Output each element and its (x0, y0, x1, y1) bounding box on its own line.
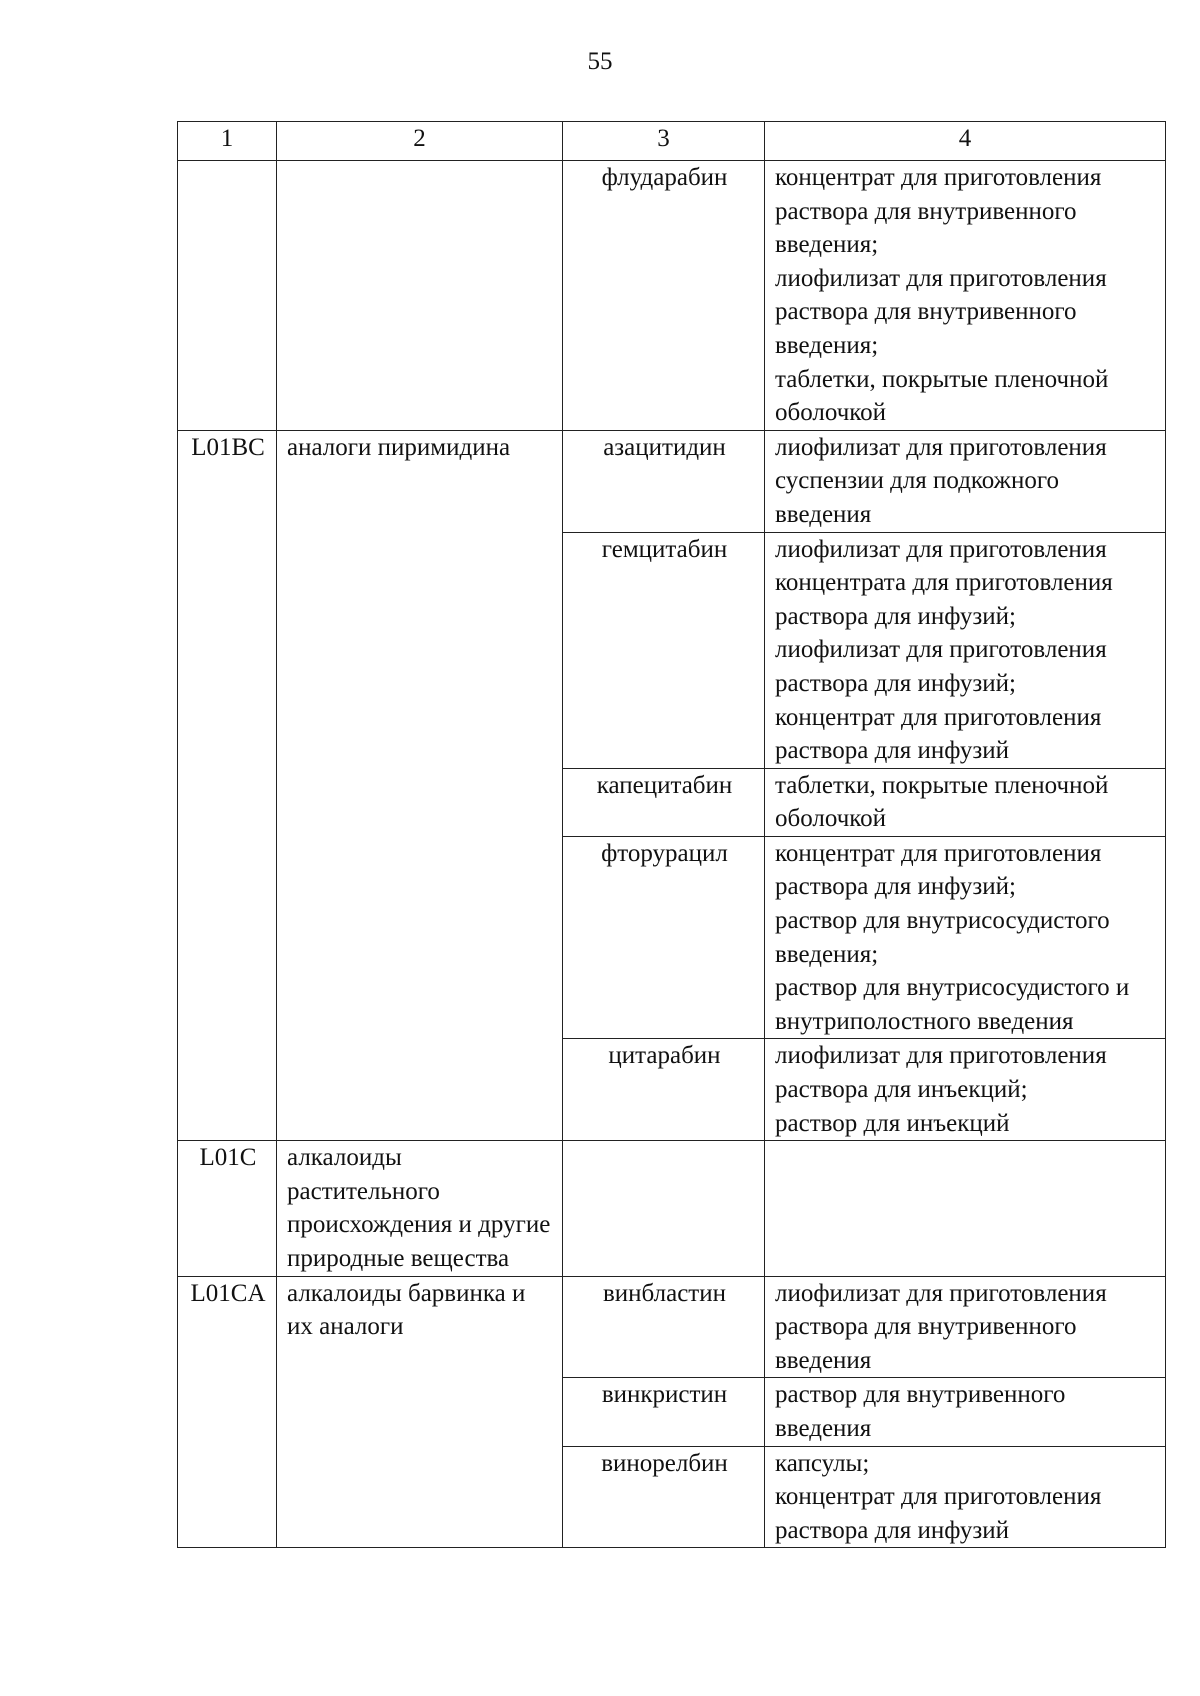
dosage-forms-cell (765, 1039, 1166, 1141)
group-name-cell: алкалоиды растительного происхождения и другие природные вещества (277, 1141, 563, 1276)
drug-name-cell: цитарабин (563, 1039, 765, 1141)
dosage-forms-cell (765, 1378, 1166, 1446)
drug-name-cell: капецитабин (563, 768, 765, 836)
page-number: 55 (587, 48, 613, 75)
dosage-form-line: капсулы; (775, 1449, 870, 1477)
column-header-4: 4 (765, 122, 1166, 161)
dosage-form-line: концентрат для приготовления раствора для инфузий; (775, 839, 1102, 901)
dosage-forms-cell (765, 836, 1166, 1039)
dosage-form-line: лиофилизат для приготовления концентрата для приготовления раствора для инфузий; (775, 535, 1113, 630)
drug-name-cell: азацитидин (563, 430, 765, 532)
atc-code-cell: L01CA (178, 1276, 277, 1548)
column-header-1: 1 (178, 122, 277, 161)
column-header-3: 3 (563, 122, 765, 161)
dosage-form-line: раствор для внутрисосудистого введения; (775, 907, 1110, 968)
dosage-forms-cell (765, 768, 1166, 836)
dosage-form-line: таблетки, покрытые пленочной оболочкой (775, 365, 1109, 427)
table-row (178, 1276, 1166, 1378)
dosage-forms-cell (765, 1276, 1166, 1378)
dosage-form-line: концентрат для приготовления раствора для внутривенного введения; (775, 164, 1102, 259)
dosage-form-line: раствор для внутрисосудистого и внутриполостного введения (775, 974, 1130, 1035)
dosage-form-line: таблетки, покрытые пленочной оболочкой (775, 771, 1109, 833)
drug-name-cell (563, 1141, 765, 1276)
dosage-forms-cell (765, 430, 1166, 532)
group-name-cell: алкалоиды барвинка и их аналоги (277, 1276, 563, 1548)
dosage-form-line: концентрат для приготовления раствора для инфузий (775, 703, 1102, 765)
atc-code-cell: L01C (178, 1141, 277, 1276)
dosage-forms-cell (765, 1141, 1166, 1276)
drug-table (177, 121, 1166, 1548)
drug-name-cell: гемцитабин (563, 532, 765, 768)
dosage-forms-cell (765, 161, 1166, 431)
table-header-row (178, 122, 1166, 161)
dosage-form-line: концентрат для приготовления раствора для инфузий (775, 1483, 1102, 1544)
column-header-2: 2 (277, 122, 563, 161)
dosage-form-line: лиофилизат для приготовления раствора для инфузий; (775, 636, 1107, 697)
dosage-forms-cell (765, 1446, 1166, 1548)
group-name-cell (277, 161, 563, 431)
dosage-form-line: лиофилизат для приготовления суспензии для подкожного введения (775, 433, 1107, 528)
dosage-form-line: лиофилизат для приготовления раствора для инъекций; (775, 1042, 1107, 1104)
drug-name-cell: винбластин (563, 1276, 765, 1378)
dosage-form-line: лиофилизат для приготовления раствора для внутривенного введения; (775, 264, 1107, 359)
drug-name-cell: винкристин (563, 1378, 765, 1446)
drug-name-cell: фторурацил (563, 836, 765, 1039)
dosage-form-line: раствор для инъекций (775, 1109, 1010, 1137)
dosage-form-line: лиофилизат для приготовления раствора для внутривенного введения (775, 1279, 1107, 1374)
drug-name-cell: винорелбин (563, 1446, 765, 1548)
table-row (178, 430, 1166, 532)
atc-code-cell: L01BC (178, 430, 277, 1140)
table-row (178, 1141, 1166, 1276)
atc-code-cell (178, 161, 277, 431)
drug-name-cell: флударабин (563, 161, 765, 431)
table-row (178, 161, 1166, 431)
group-name-cell: аналоги пиримидина (277, 430, 563, 1140)
drug-table-body (178, 122, 1166, 1548)
dosage-form-line: раствор для внутривенного введения (775, 1381, 1066, 1442)
dosage-forms-cell (765, 532, 1166, 768)
